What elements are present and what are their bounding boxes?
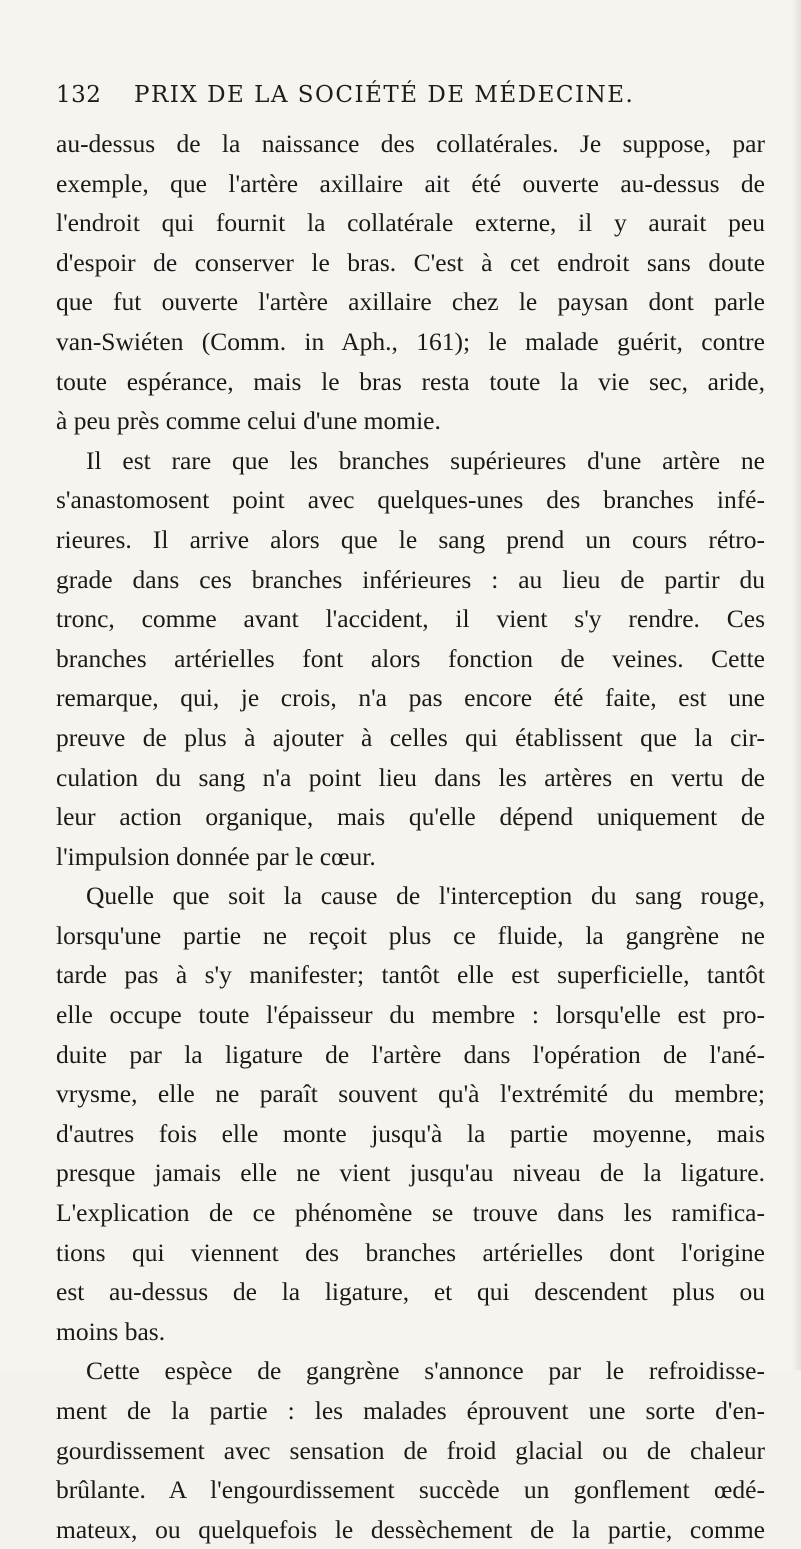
- text-line: l'endroit qui fournit la collatérale externe, il y aurait peu: [56, 208, 765, 238]
- text-line: à peu près comme celui d'une momie.: [56, 406, 441, 436]
- page-number: 132: [56, 82, 102, 108]
- text-line: culation du sang n'a point lieu dans les artères en vertu de: [56, 762, 765, 792]
- text-line: brûlante. A l'engourdissement succède un gonflement œdé-: [56, 1475, 765, 1505]
- text-line: l'impulsion donnée par le cœur.: [56, 841, 376, 871]
- text-line: est au-dessus de la ligature, et qui descendent plus ou: [56, 1277, 765, 1307]
- text-line: Cette espèce de gangrène s'annonce par le refroidisse-: [86, 1356, 765, 1386]
- text-line: mateux, ou quelquefois le dessèchement de la partie, comme: [56, 1514, 765, 1544]
- text-line: lorsqu'une partie ne reçoit plus ce fluide, la gangrène ne: [56, 920, 765, 950]
- text-line: tronc, comme avant l'accident, il vient s'y rendre. Ces: [56, 604, 765, 634]
- text-line: s'anastomosent point avec quelques-unes des branches infé-: [56, 485, 765, 515]
- page-header: [56, 82, 756, 116]
- text-line: que fut ouverte l'artère axillaire chez le paysan dont parle: [56, 287, 765, 317]
- text-line: toute espérance, mais le bras resta toute la vie sec, aride,: [56, 366, 765, 396]
- text-line: grade dans ces branches inférieures : au lieu de partir du: [56, 564, 765, 594]
- page-edge-shadow: [791, 0, 801, 1370]
- text-line: remarque, qui, je crois, n'a pas encore été faite, est une: [56, 683, 765, 713]
- paragraph-1: [56, 124, 765, 441]
- text-line: branches artérielles font alors fonction de veines. Cette: [56, 643, 765, 673]
- paragraph-4: [56, 1351, 765, 1549]
- text-line: tions qui viennent des branches artérielles dont l'origine: [56, 1237, 765, 1267]
- text-line: Il est rare que les branches supérieures d'une artère ne: [86, 445, 765, 475]
- text-line: L'explication de ce phénomène se trouve dans les ramifica-: [56, 1198, 765, 1228]
- text-line: elle occupe toute l'épaisseur du membre : lorsqu'elle est pro-: [56, 1000, 765, 1030]
- text-line: duite par la ligature de l'artère dans l'opération de l'ané-: [56, 1039, 765, 1069]
- text-line: presque jamais elle ne vient jusqu'au niveau de la ligature.: [56, 1158, 765, 1188]
- text-line: au-dessus de la naissance des collatérales. Je suppose, par: [56, 129, 765, 158]
- text-line: exemple, que l'artère axillaire ait été ouverte au-dessus de: [56, 168, 765, 198]
- text-line: d'autres fois elle monte jusqu'à la partie moyenne, mais: [56, 1118, 765, 1148]
- body-text: [56, 124, 765, 1549]
- text-line: ment de la partie : les malades éprouvent une sorte d'en-: [56, 1396, 765, 1425]
- text-line: tarde pas à s'y manifester; tantôt elle est superficielle, tantôt: [56, 960, 765, 990]
- text-line: Quelle que soit la cause de l'interception du sang rouge,: [86, 881, 765, 911]
- text-line: d'espoir de conserver le bras. C'est à cet endroit sans doute: [56, 247, 765, 277]
- text-line: preuve de plus à ajouter à celles qui établissent que la cir-: [56, 722, 765, 752]
- paragraph-3: [56, 876, 765, 1351]
- running-title: PRIX DE LA SOCIÉTÉ DE MÉDECINE.: [134, 82, 635, 108]
- text-line: rieures. Il arrive alors que le sang prend un cours rétro-: [56, 524, 765, 554]
- text-line: vrysme, elle ne paraît souvent qu'à l'extrémité du membre;: [56, 1079, 765, 1109]
- text-line: gourdissement avec sensation de froid glacial ou de chaleur: [56, 1435, 765, 1465]
- paragraph-2: [56, 441, 765, 877]
- text-line: van-Swiéten (Comm. in Aph., 161); le malade guérit, contre: [56, 326, 765, 356]
- text-line: leur action organique, mais qu'elle dépend uniquement de: [56, 802, 765, 832]
- text-line: moins bas.: [56, 1316, 166, 1346]
